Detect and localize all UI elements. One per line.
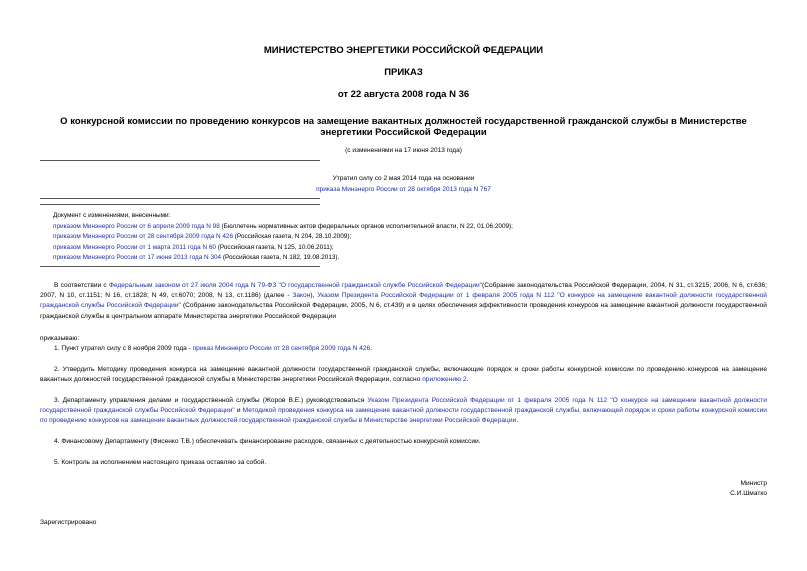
presidential-decree-link[interactable]: Указом Президента Российской Федерации от 1 февраля 2005 года N 112 "О конкурсе на замещение вакантной должности государственной гражданской службы Российской Федерации" bbox=[40, 292, 767, 310]
list-item bbox=[53, 222, 783, 233]
appendix-2-link[interactable]: приложению 2 bbox=[422, 376, 467, 384]
amendments-heading: Документ с изменениями, внесенными: bbox=[53, 212, 171, 219]
methodology-link[interactable]: Методикой проведения конкурса на замещение вакантной должности государственной гражданской службы, включающей порядок и сроки работы конкурсной комиссии по проведению конкурсов на замещение вакантных должностей государственной гражданской службы в Министерстве энергетики Российской Федерации bbox=[40, 407, 767, 425]
amendment-source: (Российская газета, N 182, 19.08.2013). bbox=[221, 254, 340, 261]
federal-law-link[interactable]: Федеральным законом от 27 июля 2004 года N 79-ФЗ "О государственной гражданской службе Российской Федерации" bbox=[108, 282, 483, 289]
item-1 bbox=[40, 344, 767, 354]
amendment-source: (Бюллетень нормативных актов федеральных органов исполнительной власти, N 22, 01.06.2009); bbox=[219, 222, 513, 230]
divider bbox=[40, 266, 320, 267]
changes-note: (с изменениями на 17 июня 2013 года) bbox=[345, 147, 462, 154]
list-item bbox=[53, 232, 783, 243]
divider bbox=[40, 160, 320, 161]
signer-name: С.И.Шматко bbox=[730, 490, 767, 497]
preamble-text: (Собрание законодательства Российской Федерации, 2005, N 6, ст.439) и в целях обеспечения эффективности проведения конкурсов на замещение вакантной должности государственной гражданской службы в центральном аппарате Министерства энергетики Российской Федерации bbox=[40, 302, 767, 320]
preamble-text: (Собрание законодательства Российской Федерации, 2004, N 31, ст.3215; 2006, N 6, ст.636; 2007, N 10, ст.1151; N 16, ст.1828; N 49, ст.6070; 2008, N 13, ст.1186) (далее - bbox=[40, 282, 768, 300]
item-4: 4. Финансовому Департаменту (Фисенко Т.В.) обеспечивать финансирование расходов, связанных с деятельностью конкурсной комиссии. bbox=[54, 438, 481, 445]
item-text: и bbox=[234, 407, 243, 415]
date-number-heading: от 22 августа 2008 года N 36 bbox=[337, 89, 470, 100]
amendment-link[interactable]: приказом Минэнерго России от 1 марта 2011 года N 60 bbox=[53, 243, 216, 251]
item-text: 3. Департаменту управления делами и государственной службы (Жоров В.Е.) руководствоваться bbox=[54, 397, 368, 404]
item-2 bbox=[40, 365, 767, 385]
amendment-link[interactable]: приказом Минэнерго России от 6 апреля 2009 года N 98 bbox=[53, 222, 220, 230]
list-item bbox=[53, 253, 783, 264]
item-3 bbox=[40, 396, 767, 427]
lost-force-note bbox=[0, 173, 807, 195]
preamble-paragraph bbox=[40, 281, 767, 322]
list-item bbox=[53, 243, 783, 254]
item-text: 2. Утвердить Методику проведения конкурса на замещение вакантной должности государственной гражданской службы, включающие порядок и сроки работы конкурсной комиссии по проведению конкурсов на замещение вакантных должностей государственной гражданской службы в Министерстве энергетики Российской Федерации, согласно bbox=[40, 366, 767, 384]
preamble-text: В соответствии с bbox=[54, 282, 109, 289]
law-link[interactable]: Закон bbox=[292, 292, 311, 300]
item-text: 1. Пункт утратил силу с 8 ноября 2009 года - bbox=[54, 345, 193, 352]
preamble-text: ), bbox=[310, 292, 318, 300]
item-text: . bbox=[466, 376, 469, 384]
ministry-heading: МИНИСТЕРСТВО ЭНЕРГЕТИКИ РОССИЙСКОЙ ФЕДЕРАЦИИ bbox=[263, 45, 544, 56]
signer-position: Министр bbox=[740, 480, 767, 487]
item-5: 5. Контроль за исполнением настоящего приказа оставляю за собой. bbox=[54, 459, 267, 466]
amendment-link[interactable]: приказом Минэнерго России от 17 июня 2013 года N 304 bbox=[53, 254, 222, 261]
decree-112-link[interactable]: Указом Президента Российской Федерации от 1 февраля 2005 года N 112 "О конкурсе на замещение вакантной должности государственной гражданской службы Российской Федерации" bbox=[40, 397, 767, 415]
lost-force-text: Утратил силу со 2 мая 2014 года на основании bbox=[332, 175, 475, 182]
divider bbox=[40, 198, 320, 199]
amendments-list bbox=[53, 211, 783, 264]
order-word: приказываю: bbox=[40, 335, 80, 342]
doc-type-heading: ПРИКАЗ bbox=[384, 67, 423, 78]
lost-force-link[interactable]: приказа Минэнерго России от 28 октября 2013 года N 767 bbox=[316, 186, 491, 193]
amendment-source: (Российская газета, N 204, 28.10.2009); bbox=[233, 233, 352, 240]
registered-label: Зарегистрировано bbox=[40, 519, 97, 526]
document-title: О конкурсной комиссии по проведению конкурсов на замещение вакантных должностей государственной гражданской службы в Министерстве энергетики Российской Федерации bbox=[60, 116, 747, 138]
item-text: . bbox=[370, 345, 373, 352]
signature-block bbox=[730, 479, 767, 499]
order-426-link[interactable]: приказ Минэнерго России от 28 сентября 2009 года N 426 bbox=[192, 345, 371, 352]
item-text: . bbox=[516, 417, 519, 425]
amendment-source: (Российская газета, N 125, 10.06.2011); bbox=[215, 243, 334, 251]
amendment-link[interactable]: приказом Минэнерго России от 28 сентября 2009 года N 426 bbox=[53, 233, 234, 240]
divider bbox=[40, 204, 320, 205]
